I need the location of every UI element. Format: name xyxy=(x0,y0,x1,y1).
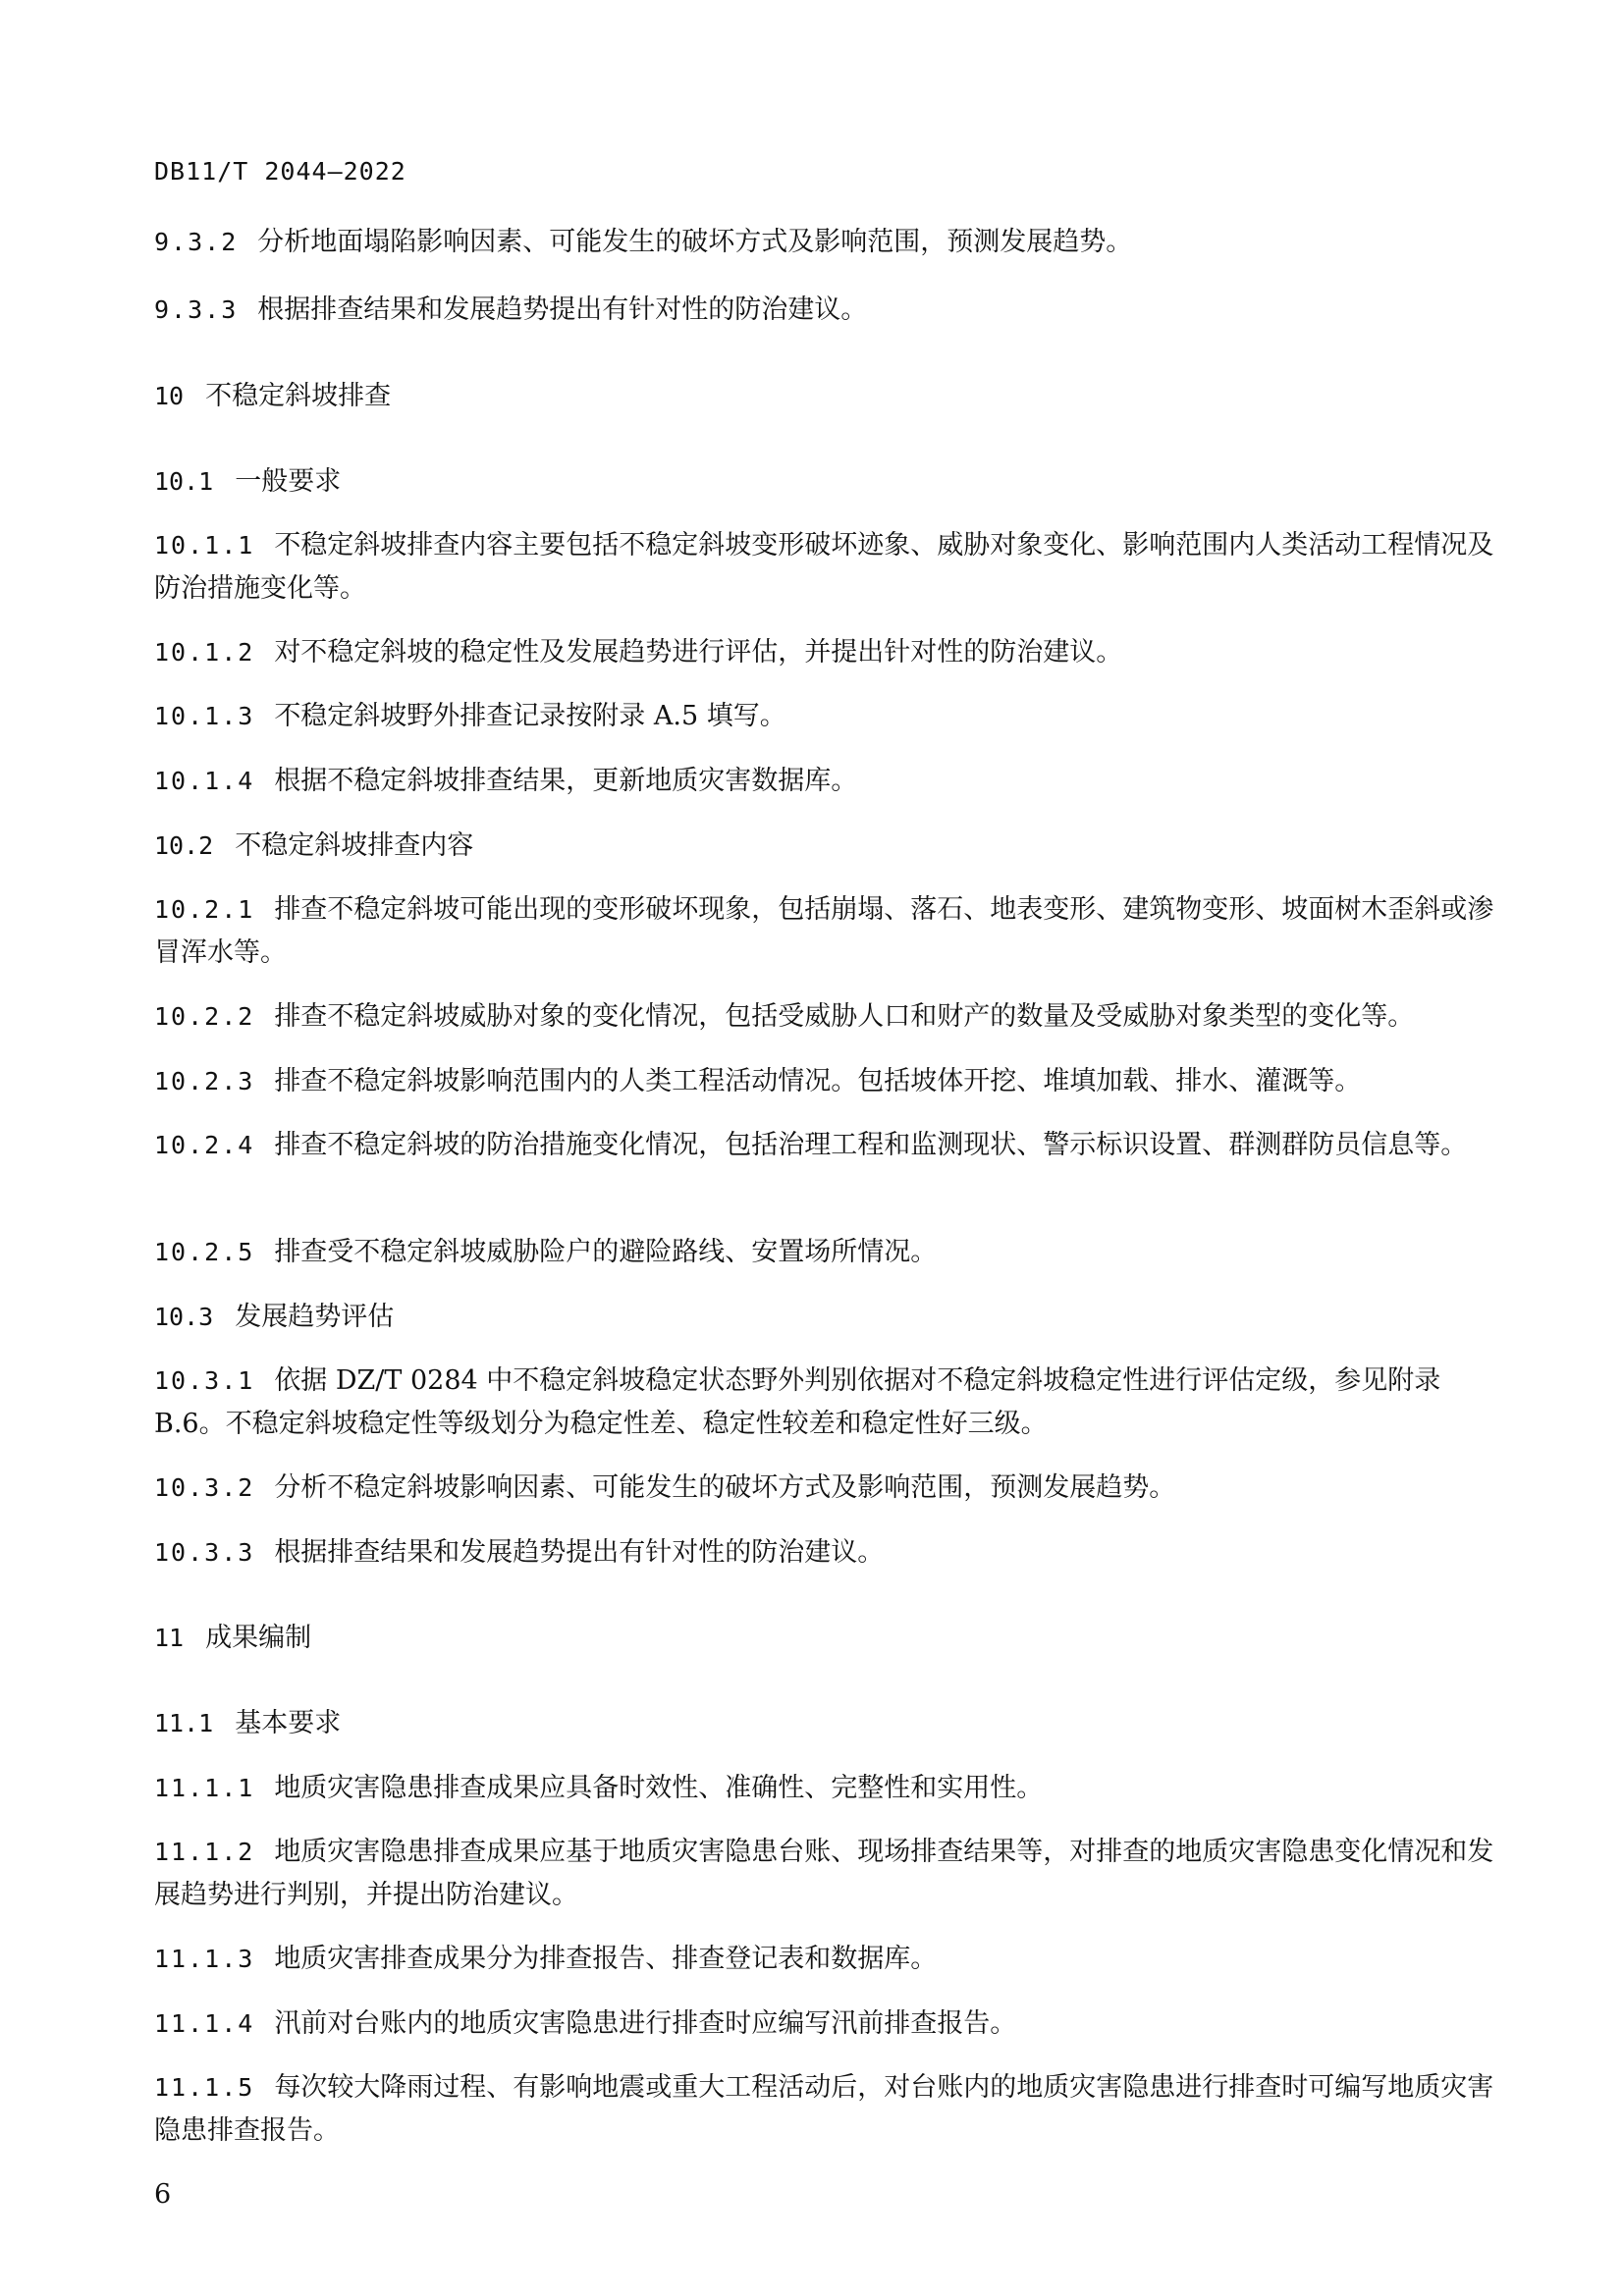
clause-11-1-5 xyxy=(154,2066,1499,2153)
clause-text: 对不稳定斜坡的稳定性及发展趋势进行评估，并提出针对性的防治建议。 xyxy=(274,637,1123,667)
clause-text: 地质灾害排查成果分为排查报告、排查登记表和数据库。 xyxy=(274,1944,938,1974)
clause-10-2-1 xyxy=(154,888,1499,975)
clause-9-3-2 xyxy=(154,221,1499,264)
clause-11-1-2 xyxy=(154,1831,1499,1917)
heading-number: 10.1 xyxy=(154,467,214,496)
clause-number: 10.2.3 xyxy=(154,1067,255,1095)
clause-10-3-3 xyxy=(154,1531,1499,1575)
clause-text: 排查不稳定斜坡影响范围内的人类工程活动情况。包括坡体开挖、堆填加载、排水、灌溉等。 xyxy=(274,1066,1362,1096)
clause-text: 排查不稳定斜坡的防治措施变化情况，包括治理工程和监测现状、警示标识设置、群测群防员信息等。 xyxy=(274,1130,1468,1160)
clause-text: 依据 DZ/T 0284 中不稳定斜坡稳定状态野外判别依据对不稳定斜坡稳定性进行评估定级，参见附录 B.6。不稳定斜坡稳定性等级划分为稳定性差、稳定性较差和稳定性好三级。 xyxy=(154,1365,1441,1439)
heading-number: 11.1 xyxy=(154,1709,214,1737)
clause-11-1-1 xyxy=(154,1767,1499,1810)
heading-text: 一般要求 xyxy=(235,466,342,497)
heading-text: 发展趋势评估 xyxy=(235,1302,395,1332)
clause-text: 不稳定斜坡野外排查记录按附录 A.5 填写。 xyxy=(274,701,786,731)
clause-text: 根据排查结果和发展趋势提出有针对性的防治建议。 xyxy=(274,1537,885,1568)
heading-text: 成果编制 xyxy=(205,1623,312,1653)
clause-number: 11.1.1 xyxy=(154,1774,255,1802)
clause-number: 10.2.1 xyxy=(154,895,255,924)
heading-text: 不稳定斜坡排查 xyxy=(205,381,392,411)
clause-11-1-4 xyxy=(154,2002,1499,2046)
heading-number: 10 xyxy=(154,382,185,410)
standard-header: DB11/T 2044—2022 xyxy=(154,157,406,186)
clause-number: 10.2.4 xyxy=(154,1131,255,1159)
clause-10-1-2 xyxy=(154,631,1499,674)
clause-10-2-2 xyxy=(154,995,1499,1039)
clause-number: 10.1.3 xyxy=(154,702,255,730)
clause-10-2-3 xyxy=(154,1060,1499,1103)
clause-number: 9.3.2 xyxy=(154,228,239,256)
heading-number: 10.2 xyxy=(154,831,214,860)
clause-number: 10.3.2 xyxy=(154,1473,255,1502)
clause-10-1-1 xyxy=(154,524,1499,611)
clause-text: 地质灾害隐患排查成果应基于地质灾害隐患台账、现场排查结果等，对排查的地质灾害隐患变化情况和发展趋势进行判别，并提出防治建议。 xyxy=(154,1837,1494,1910)
section-heading-10-3 xyxy=(154,1296,1499,1339)
heading-number: 11 xyxy=(154,1624,185,1652)
clause-9-3-3 xyxy=(154,289,1499,332)
section-heading-11-1 xyxy=(154,1702,1499,1745)
heading-text: 基本要求 xyxy=(235,1708,342,1738)
section-heading-10-1 xyxy=(154,460,1499,504)
heading-text: 不稳定斜坡排查内容 xyxy=(235,830,474,861)
clause-number: 10.1.1 xyxy=(154,531,255,560)
clause-text: 分析地面塌陷影响因素、可能发生的破坏方式及影响范围，预测发展趋势。 xyxy=(257,227,1133,257)
chapter-heading-11 xyxy=(154,1617,1499,1660)
clause-number: 11.1.2 xyxy=(154,1838,255,1866)
clause-text: 根据不稳定斜坡排查结果，更新地质灾害数据库。 xyxy=(274,766,858,796)
clause-text: 排查不稳定斜坡威胁对象的变化情况，包括受威胁人口和财产的数量及受威胁对象类型的变化等。 xyxy=(274,1001,1415,1032)
clause-text: 根据排查结果和发展趋势提出有针对性的防治建议。 xyxy=(257,294,868,325)
clause-number: 10.2.2 xyxy=(154,1002,255,1031)
clause-number: 11.1.5 xyxy=(154,2073,255,2102)
clause-number: 10.3.3 xyxy=(154,1538,255,1567)
clause-10-1-3 xyxy=(154,695,1499,738)
clause-number: 10.2.5 xyxy=(154,1238,255,1266)
clause-10-1-4 xyxy=(154,760,1499,803)
page-number: 6 xyxy=(154,2179,172,2210)
clause-text: 排查不稳定斜坡可能出现的变形破坏现象，包括崩塌、落石、地表变形、建筑物变形、坡面树木歪斜或渗冒浑水等。 xyxy=(154,894,1494,968)
clause-number: 10.1.2 xyxy=(154,638,255,667)
clause-11-1-3 xyxy=(154,1938,1499,1981)
clause-number: 10.3.1 xyxy=(154,1366,255,1395)
section-heading-10-2 xyxy=(154,825,1499,868)
clause-10-3-2 xyxy=(154,1467,1499,1510)
clause-10-2-4 xyxy=(154,1124,1499,1167)
clause-number: 11.1.4 xyxy=(154,2009,255,2038)
clause-number: 11.1.3 xyxy=(154,1945,255,1973)
heading-number: 10.3 xyxy=(154,1303,214,1331)
chapter-heading-10 xyxy=(154,375,1499,418)
clause-number: 10.1.4 xyxy=(154,767,255,795)
clause-10-3-1 xyxy=(154,1360,1499,1446)
clause-text: 汛前对台账内的地质灾害隐患进行排查时应编写汛前排查报告。 xyxy=(274,2008,1017,2039)
clause-text: 不稳定斜坡排查内容主要包括不稳定斜坡变形破坏迹象、威胁对象变化、影响范围内人类活动工程情况及防治措施变化等。 xyxy=(154,530,1494,604)
clause-text: 地质灾害隐患排查成果应具备时效性、准确性、完整性和实用性。 xyxy=(274,1773,1044,1803)
clause-text: 每次较大降雨过程、有影响地震或重大工程活动后，对台账内的地质灾害隐患进行排查时可编写地质灾害隐患排查报告。 xyxy=(154,2072,1494,2146)
clause-10-2-5 xyxy=(154,1231,1499,1274)
clause-text: 排查受不稳定斜坡威胁险户的避险路线、安置场所情况。 xyxy=(274,1237,938,1267)
clause-text: 分析不稳定斜坡影响因素、可能发生的破坏方式及影响范围，预测发展趋势。 xyxy=(274,1472,1176,1503)
clause-number: 9.3.3 xyxy=(154,295,239,324)
